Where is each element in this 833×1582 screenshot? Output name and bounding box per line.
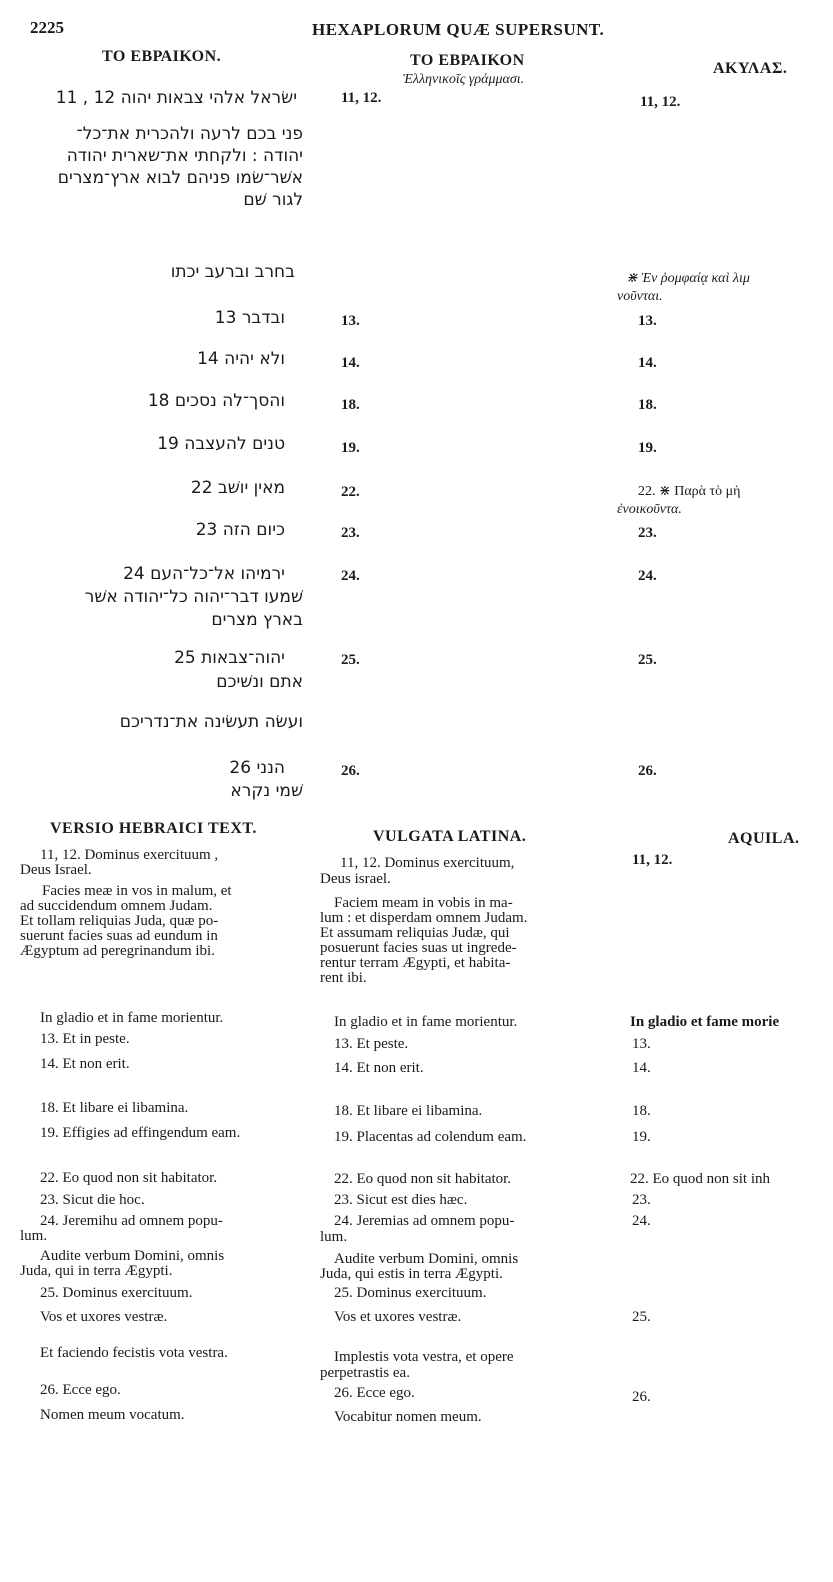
aquila-greek-famine-cont: νοῦνται.: [617, 289, 663, 304]
vulgata-verse-13: 13. Et peste.: [334, 1036, 409, 1052]
latin-audite: Audite verbum Domini, omnis: [40, 1248, 225, 1264]
hebrew-verse-25-cont: אתם ונשׁיכם: [216, 672, 303, 692]
verse-number: 25.: [341, 652, 360, 668]
latin-line: rent ibi.: [320, 970, 367, 986]
verse-number: 14.: [638, 355, 657, 371]
latin-line: Et tollam reliquias Juda, quæ po-: [20, 913, 219, 929]
verse-number: 22.: [341, 484, 360, 500]
latin-verse-19: 19. Effigies ad effingendum eam.: [40, 1125, 241, 1141]
latin-verse-18: 18. Et libare ei libamina.: [40, 1100, 189, 1116]
verse-number: 13.: [632, 1036, 651, 1052]
hebrew-verse-26-cont: שׁמי נקרא: [230, 781, 303, 801]
hebrew-verse-11-12: ישׂראל אלהי צבאות יהוה 12 , 11: [55, 88, 297, 108]
verse-number: 19.: [632, 1129, 651, 1145]
hebrew-verse-26: הנני 26: [229, 758, 285, 778]
hebrew-line: לגור שׁם: [243, 190, 303, 210]
vulgata-audite: Audite verbum Domini, omnis: [334, 1251, 519, 1267]
vulgata-vota: Implestis vota vestra, et opere: [334, 1349, 514, 1365]
verse-number: 11, 12.: [632, 852, 673, 868]
vulgata-verse-19: 19. Placentas ad colendum eam.: [334, 1129, 527, 1145]
verse-number: 26.: [632, 1389, 651, 1405]
verse-number: 19.: [638, 440, 657, 456]
hebrew-line: פני בכם לרעה ולהכרית את־כל־: [76, 124, 303, 144]
latin-line: posuerunt facies suas ut ingrede-: [320, 940, 517, 956]
verse-number: 24.: [632, 1213, 651, 1229]
verse-number: 18.: [632, 1103, 651, 1119]
hebrew-verse-23: כיום הזה 23: [195, 520, 285, 540]
hebrew-line: יהודה : ולקחתי את־שארית יהודה: [66, 146, 303, 166]
vulgata-verse-24-cont: lum.: [320, 1229, 348, 1245]
latin-verse-23: 23. Sicut die hoc.: [40, 1192, 145, 1208]
column-heading-aquila: ΑΚΥΛΑΣ.: [713, 60, 788, 77]
vulgata-verse-14: 14. Et non erit.: [334, 1060, 424, 1076]
column-heading-versio-hebraici: VERSIO HEBRAICI TEXT.: [50, 820, 257, 837]
vulgata-nomen: Vocabitur nomen meum.: [334, 1409, 482, 1425]
column-subheading: Ἑλληνικοῖς γράμμασι.: [403, 72, 525, 87]
latin-vos: Vos et uxores vestræ.: [40, 1309, 168, 1325]
verse-number: 23.: [638, 525, 657, 541]
vulgata-verse-11-12-cont: Deus israel.: [320, 871, 391, 887]
verse-number: 19.: [341, 440, 360, 456]
verse-number: 14.: [632, 1060, 651, 1076]
hebrew-verse-block: [58, 123, 303, 211]
latin-verse-26: 26. Ecce ego.: [40, 1382, 121, 1398]
column-heading-hebrew: ΤΟ ΕΒΡΑΙΚΟΝ.: [102, 48, 222, 65]
verse-number: 25.: [632, 1309, 651, 1325]
latin-line: rentur terram Ægypti, et habita-: [320, 955, 511, 971]
latin-audite-cont: Juda, qui in terra Ægypti.: [20, 1263, 173, 1279]
verse-number: 14.: [341, 355, 360, 371]
latin-verse-24-cont: lum.: [20, 1228, 48, 1244]
hebrew-verse-19: טנים להעצבה 19: [157, 434, 285, 454]
hebrew-verse-24-cont: שׁמעו דבר־יהוה כל־יהודה אשׁר: [84, 587, 303, 607]
latin-verse-25: 25. Dominus exercituum.: [40, 1285, 193, 1301]
latin-verse-11-12-cont: Deus Israel.: [20, 862, 92, 878]
aquila-verse-22: 22. ⋇ Παρὰ τὸ μὴ: [638, 484, 741, 499]
latin-verse-24: 24. Jeremihu ad omnem popu-: [40, 1213, 223, 1229]
verse-number: 26.: [341, 763, 360, 779]
hebrew-verse-18: והסך־לה נסכים 18: [147, 391, 285, 411]
verse-number: 23.: [341, 525, 360, 541]
running-title: HEXAPLORUM QUÆ SUPERSUNT.: [312, 20, 605, 39]
vulgata-verse-24: 24. Jeremias ad omnem popu-: [334, 1213, 515, 1229]
vulgata-verse-26: 26. Ecce ego.: [334, 1385, 415, 1401]
latin-line: Et assumam reliquias Judæ, qui: [320, 925, 510, 941]
latin-vota: Et faciendo fecistis vota vestra.: [40, 1345, 228, 1361]
latin-line: Faciem meam in vobis in ma-: [334, 895, 513, 911]
verse-number: 11, 12.: [640, 94, 681, 110]
vulgata-verse-11-12: 11, 12. Dominus exercituum,: [340, 855, 515, 871]
latin-line: lum : et disperdam omnem Judam.: [320, 910, 528, 926]
verse-number: 13.: [638, 313, 657, 329]
hebrew-vows-line: ועשׂה תעשׂינה את־נדריכם: [119, 712, 303, 732]
page-number: 2225: [30, 18, 64, 37]
hebrew-famine-line: בחרב וברעב יכתו: [170, 262, 295, 282]
aquila-greek-famine: ⋇ Ἐν ῥομφαίᾳ καὶ λιμ: [626, 271, 750, 286]
vulgata-vos: Vos et uxores vestræ.: [334, 1309, 462, 1325]
vulgata-audite-cont: Juda, qui estis in terra Ægypti.: [320, 1266, 503, 1282]
latin-line: suerunt facies suas ad eundum in: [20, 928, 218, 944]
latin-verse-22: 22. Eo quod non sit habitator.: [40, 1170, 218, 1186]
latin-line: Facies meæ in vos in malum, et: [42, 883, 232, 899]
verse-number: 13.: [341, 313, 360, 329]
aquila-latin-verse-22: 22. Eo quod non sit inh: [630, 1171, 771, 1187]
hebrew-verse-13: ובדבר 13: [214, 308, 285, 328]
latin-line: ad succidendum omnem Judam.: [20, 898, 213, 914]
column-heading-aquila-latin: AQUILA.: [728, 830, 800, 847]
latin-faces-block: [20, 884, 232, 959]
verse-number: 18.: [638, 397, 657, 413]
hebrew-verse-24: ירמיהו אל־כל־העם 24: [123, 564, 285, 584]
verse-number: 18.: [341, 397, 360, 413]
hebrew-verse-25: יהוה־צבאות 25: [174, 648, 285, 668]
hebrew-verse-14: ולא יהיה 14: [197, 349, 285, 369]
column-heading-hebrew-greek-letters: ΤΟ ΕΒΡΑΙΚΟΝ: [410, 52, 525, 69]
vulgata-verse-23: 23. Sicut est dies hæc.: [334, 1192, 468, 1208]
vulgata-faces-block: [320, 896, 527, 986]
verse-number: 24.: [341, 568, 360, 584]
verse-number: 26.: [638, 763, 657, 779]
verse-number: 23.: [632, 1192, 651, 1208]
latin-verse-13: 13. Et in peste.: [40, 1031, 130, 1047]
hebrew-verse-24-cont: בארץ מצרים: [211, 610, 303, 630]
vulgata-famine: In gladio et in fame morientur.: [334, 1014, 518, 1030]
vulgata-vota-cont: perpetrastis ea.: [320, 1365, 410, 1381]
latin-line: Ægyptum ad peregrinandum ibi.: [20, 943, 215, 959]
aquila-verse-22-cont: ἐνοικοῦντα.: [617, 502, 682, 517]
latin-verse-11-12: 11, 12. Dominus exercituum ,: [40, 847, 219, 863]
verse-number: 24.: [638, 568, 657, 584]
hebrew-line: אשׁר־שׂמו פניהם לבוא ארץ־מצרים: [57, 168, 303, 188]
latin-nomen: Nomen meum vocatum.: [40, 1407, 185, 1423]
latin-verse-14: 14. Et non erit.: [40, 1056, 130, 1072]
vulgata-verse-25: 25. Dominus exercituum.: [334, 1285, 487, 1301]
verse-number: 11, 12.: [341, 90, 382, 106]
verse-number: 25.: [638, 652, 657, 668]
vulgata-verse-22: 22. Eo quod non sit habitator.: [334, 1171, 512, 1187]
vulgata-verse-18: 18. Et libare ei libamina.: [334, 1103, 483, 1119]
hebrew-verse-22: מאין יושׁב 22: [190, 478, 285, 498]
latin-famine: In gladio et in fame morientur.: [40, 1010, 224, 1026]
column-heading-vulgata: VULGATA LATINA.: [373, 828, 527, 845]
aquila-latin-famine: In gladio et fame morie: [630, 1014, 780, 1030]
